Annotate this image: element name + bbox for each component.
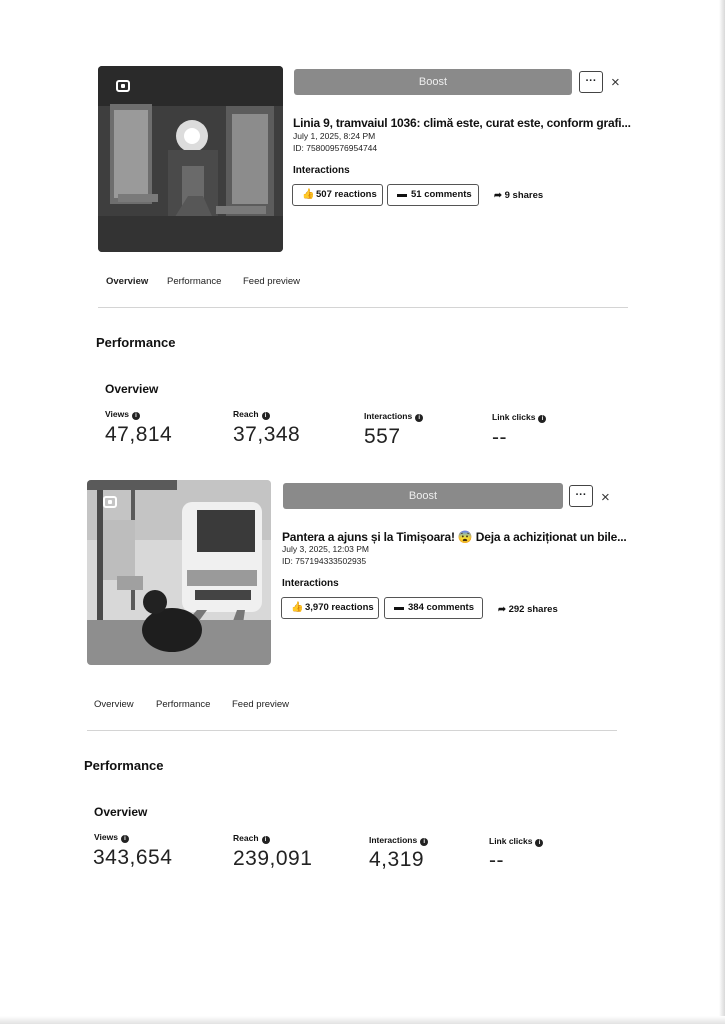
tab-feed-preview[interactable]: Feed preview bbox=[232, 699, 290, 710]
more-options-button[interactable]: ··· bbox=[569, 485, 593, 507]
comments-count: 51 comments bbox=[411, 189, 472, 200]
shares-count: 9 shares bbox=[504, 190, 544, 201]
metric-value-link-clicks: -- bbox=[492, 426, 507, 449]
reactions-count: 507 reactions bbox=[316, 189, 377, 200]
boost-button[interactable]: Boost bbox=[294, 69, 572, 95]
performance-heading: Performance bbox=[96, 335, 176, 350]
reactions-chip[interactable] bbox=[292, 184, 383, 206]
scan-edge bbox=[719, 0, 725, 1024]
boost-button[interactable]: Boost bbox=[283, 483, 563, 509]
metric-value-reach: 239,091 bbox=[233, 847, 313, 870]
shares-item[interactable] bbox=[494, 190, 543, 201]
info-icon[interactable]: i bbox=[121, 835, 129, 843]
post-title: Pantera a ajuns și la Timișoara! 😨 Deja a achiziționat un bile... bbox=[282, 530, 627, 544]
thumbs-up-icon: 👍 bbox=[291, 602, 304, 613]
metric-value-link-clicks: -- bbox=[489, 849, 504, 872]
info-icon[interactable]: i bbox=[132, 412, 140, 420]
metric-label-reach: Reach i bbox=[233, 409, 270, 420]
thumbs-up-icon: 👍 bbox=[302, 189, 315, 200]
share-arrow-icon: ➦ bbox=[494, 190, 502, 201]
tabs-divider bbox=[98, 307, 628, 308]
shares-count: 292 shares bbox=[508, 604, 558, 615]
tabs-divider bbox=[87, 730, 617, 731]
info-icon[interactable]: i bbox=[420, 838, 428, 846]
close-icon[interactable]: × bbox=[601, 489, 610, 506]
post-thumbnail[interactable] bbox=[87, 480, 271, 665]
metric-label-link-clicks: Link clicks i bbox=[489, 836, 543, 847]
reactions-chip[interactable] bbox=[281, 597, 379, 619]
info-icon[interactable]: i bbox=[535, 839, 543, 847]
tab-overview[interactable]: Overview bbox=[94, 699, 134, 710]
reel-icon bbox=[116, 80, 130, 92]
post-date: July 3, 2025, 12:03 PM bbox=[282, 544, 369, 554]
metric-label-views: Views i bbox=[94, 832, 129, 843]
reactions-count: 3,970 reactions bbox=[305, 602, 374, 613]
comments-count: 384 comments bbox=[408, 602, 475, 613]
info-icon[interactable]: i bbox=[262, 412, 270, 420]
reel-icon bbox=[103, 496, 117, 508]
info-icon[interactable]: i bbox=[415, 414, 423, 422]
info-icon[interactable]: i bbox=[538, 415, 546, 423]
metric-value-interactions: 4,319 bbox=[369, 848, 425, 871]
more-options-button[interactable]: ··· bbox=[579, 71, 603, 93]
shares-item[interactable] bbox=[498, 604, 558, 615]
metric-value-views: 343,654 bbox=[93, 846, 173, 869]
info-icon[interactable]: i bbox=[262, 836, 270, 844]
tab-performance[interactable]: Performance bbox=[156, 699, 211, 710]
performance-heading: Performance bbox=[84, 758, 164, 773]
metric-label-interactions: Interactions i bbox=[364, 411, 423, 422]
tab-feed-preview[interactable]: Feed preview bbox=[243, 276, 301, 287]
interactions-label: Interactions bbox=[282, 578, 339, 589]
metric-label-interactions: Interactions i bbox=[369, 835, 428, 846]
comment-icon: ▬ bbox=[397, 189, 407, 200]
overview-heading: Overview bbox=[94, 805, 148, 819]
post-title: Linia 9, tramvaiul 1036: climă este, curat este, conform grafi... bbox=[293, 116, 631, 130]
comments-chip[interactable] bbox=[384, 597, 483, 619]
comments-chip[interactable] bbox=[387, 184, 479, 206]
post-id: ID: 758009576954744 bbox=[293, 143, 378, 153]
share-arrow-icon: ➦ bbox=[498, 604, 506, 615]
metric-label-reach: Reach i bbox=[233, 833, 270, 844]
overview-heading: Overview bbox=[105, 382, 159, 396]
post-id: ID: 757194333502935 bbox=[282, 556, 367, 566]
tab-overview[interactable]: Overview bbox=[106, 276, 149, 287]
metric-label-views: Views i bbox=[105, 409, 140, 420]
post-thumbnail[interactable] bbox=[98, 66, 283, 252]
scan-bottom-edge bbox=[0, 1016, 725, 1024]
metric-value-reach: 37,348 bbox=[233, 423, 301, 446]
comment-icon: ▬ bbox=[394, 602, 404, 613]
metric-label-link-clicks: Link clicks i bbox=[492, 412, 546, 423]
tab-performance[interactable]: Performance bbox=[167, 276, 222, 287]
metric-value-views: 47,814 bbox=[105, 423, 173, 446]
post-date: July 1, 2025, 8:24 PM bbox=[293, 131, 376, 141]
interactions-label: Interactions bbox=[293, 165, 350, 176]
metric-value-interactions: 557 bbox=[364, 425, 401, 448]
close-icon[interactable]: × bbox=[611, 74, 620, 91]
